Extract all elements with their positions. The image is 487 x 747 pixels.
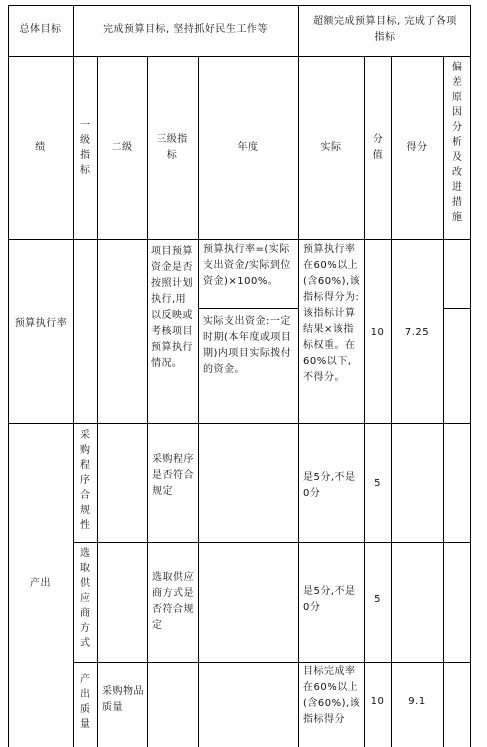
table-border-top xyxy=(8,5,470,6)
score-budget-execution: 7.25 xyxy=(404,327,430,338)
table-rule xyxy=(73,662,470,663)
col-weight: 分值 xyxy=(372,134,384,161)
actual-supplier-selection: 是5分,不是0分 xyxy=(303,586,356,613)
col-actual: 实际 xyxy=(320,142,342,153)
weight-output-quality: 10 xyxy=(370,696,385,707)
col-annual: 年度 xyxy=(237,142,259,153)
col-level2: 二级 xyxy=(111,142,133,153)
weight-procurement-compliance: 5 xyxy=(374,478,381,489)
annual-formula: 预算执行率=(实际支出资金/实际到位资金)×100%。 xyxy=(203,244,291,287)
table-rule xyxy=(147,56,148,747)
actual-budget-execution: 预算执行率在60%以上(含60%),该指标得分为:该指标计算结果×该指标权重。在60%以下,不得分。 xyxy=(303,244,361,383)
table-rule xyxy=(73,542,470,543)
table-rule xyxy=(8,56,470,57)
table-rule xyxy=(364,56,365,747)
overall-goal-text: 完成预算目标, 坚持抓好民生工作等 xyxy=(103,24,268,35)
annual-definition: 实际支出资金:一定时期(本年度或项目期)内项目实际拨付的资金。 xyxy=(203,316,292,375)
score-output-quality: 9.1 xyxy=(408,696,426,707)
table-rule xyxy=(298,5,299,747)
category-output: 产出 xyxy=(30,578,51,589)
table-rule xyxy=(443,308,470,309)
actual-output-quality: 目标完成率在60%以上(含60%),该指标得分 xyxy=(303,666,361,725)
level2-output-quality: 采购物品质量 xyxy=(102,686,144,713)
col-deviation: 偏差原因分析及改进措施 xyxy=(452,62,462,223)
table-border-left xyxy=(8,5,9,747)
table-rule xyxy=(8,239,470,240)
actual-procurement-compliance: 是5分,不是0分 xyxy=(303,472,356,499)
col-performance: 绩 xyxy=(35,142,46,153)
table-rule xyxy=(97,56,98,747)
level1-procurement-compliance: 采购程序合规性 xyxy=(80,430,90,531)
table-rule xyxy=(73,5,74,747)
table-rule xyxy=(8,423,470,424)
table-rule xyxy=(443,56,444,747)
col-level1: 一级指标 xyxy=(80,120,90,176)
weight-supplier-selection: 5 xyxy=(374,594,381,605)
category-budget-execution: 预算执行率 xyxy=(14,318,68,329)
overall-goal-label: 总体目标 xyxy=(19,24,62,35)
table-rule xyxy=(198,56,199,747)
level1-output-quality: 产出质量 xyxy=(80,674,90,730)
level1-supplier-selection: 选取供应商方式 xyxy=(80,548,90,649)
level3-budget-execution: 项目预算资金是否按照计划执行,用以反映或考核项目预算执行情况。 xyxy=(151,246,193,369)
table-border-right xyxy=(470,5,471,747)
col-level3: 三级指标 xyxy=(156,134,188,161)
table-rule xyxy=(391,56,392,747)
level3-procurement-compliance: 采购程序是否符合规定 xyxy=(152,454,194,497)
level3-supplier-selection: 选取供应商方式是否符合规定 xyxy=(152,572,194,631)
col-score: 得分 xyxy=(406,142,428,153)
table-rule xyxy=(198,308,298,309)
actual-completion-text: 超额完成预算目标, 完成了各项指标 xyxy=(313,16,457,43)
weight-budget-execution: 10 xyxy=(370,327,385,338)
